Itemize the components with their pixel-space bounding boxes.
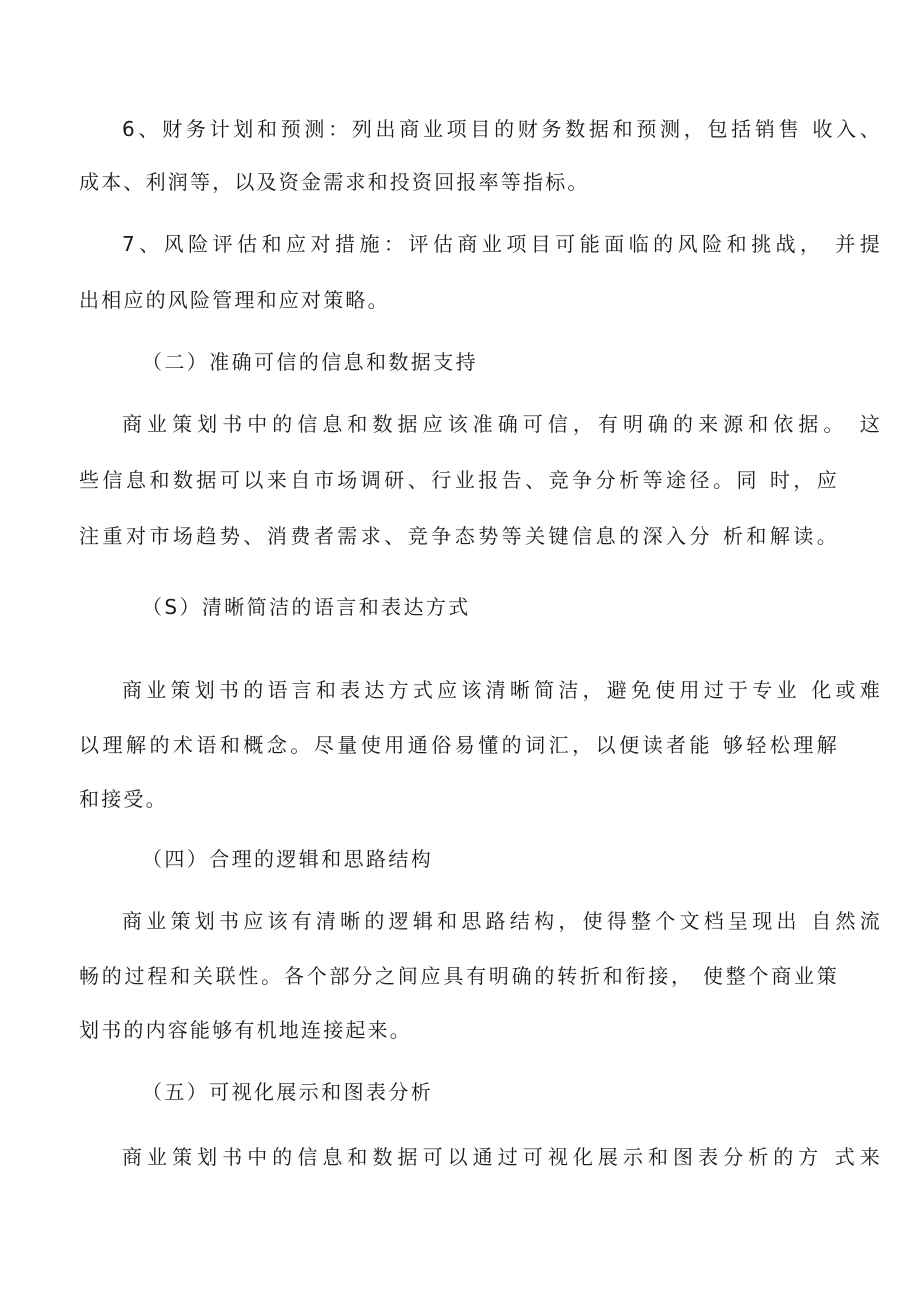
paragraph-3-line-1: 商业策划书的语言和表达方式应该清晰简洁，避免使用过于专业 化或难: [122, 678, 882, 702]
paragraph-4-line-3: 划书的内容能够有机地连接起来。: [79, 1018, 412, 1042]
paragraph-4-line-2: 畅的过程和关联性。各个部分之间应具有明确的转折和衔接， 使整个商业策: [79, 964, 839, 988]
paragraph-6-line-2: 成本、利润等，以及资金需求和投资回报率等指标。: [79, 170, 590, 194]
section-heading-4: （四）合理的逻辑和思路结构: [142, 847, 434, 871]
paragraph-5-line-1: 商业策划书中的信息和数据可以通过可视化展示和图表分析的方 式来: [122, 1145, 882, 1169]
paragraph-3-line-2: 以理解的术语和概念。尽量使用通俗易懂的词汇，以便读者能 够轻松理解: [79, 733, 839, 757]
paragraph-2-line-1: 商业策划书中的信息和数据应该准确可信，有明确的来源和依据。 这: [122, 412, 882, 436]
paragraph-4-line-1: 商业策划书应该有清晰的逻辑和思路结构，使得整个文档呈现出 自然流: [122, 909, 882, 933]
section-heading-3: （S）清晰简洁的语言和表达方式: [142, 595, 471, 619]
paragraph-2-line-3: 注重对市场趋势、消费者需求、竞争态势等关键信息的深入分 析和解读。: [79, 524, 839, 548]
section-heading-5: （五）可视化展示和图表分析: [142, 1080, 434, 1104]
paragraph-3-line-3: 和接受。: [79, 787, 168, 811]
section-heading-2: （二）准确可信的信息和数据支持: [142, 350, 478, 374]
paragraph-2-line-2: 些信息和数据可以来自市场调研、行业报告、竞争分析等途径。同 时，应: [79, 468, 839, 492]
paragraph-7-line-2: 出相应的风险管理和应对策略。: [79, 288, 390, 312]
paragraph-7-line-1: 7、风险评估和应对措施：评估商业项目可能面临的风险和挑战， 并提: [122, 232, 882, 256]
paragraph-6-line-1: 6、财务计划和预测：列出商业项目的财务数据和预测，包括销售 收入、: [122, 117, 882, 141]
